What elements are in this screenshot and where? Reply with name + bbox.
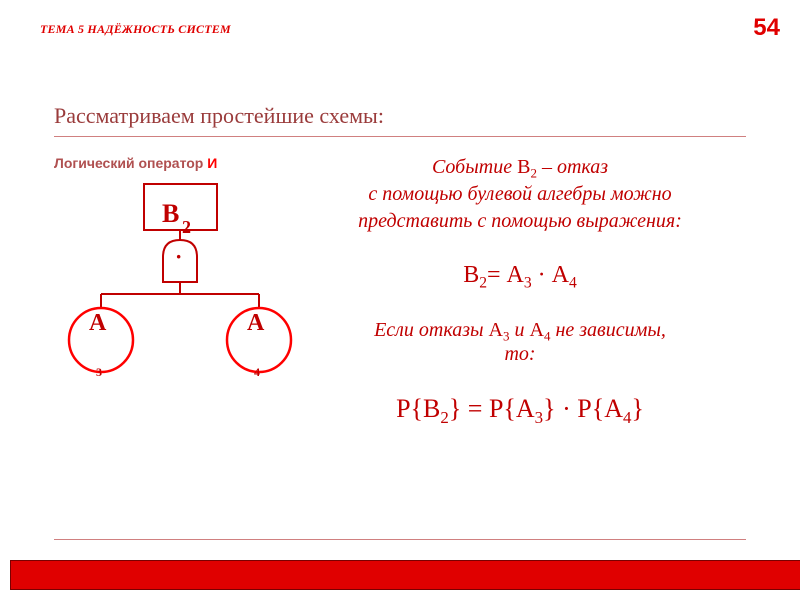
formula1-index-b: 4 xyxy=(569,274,577,292)
condition-line-1 xyxy=(290,318,750,342)
condition-line-2: то: xyxy=(504,343,536,365)
input-left-index: 3 xyxy=(96,365,102,379)
fault-tree-diagram xyxy=(0,0,300,400)
gate-symbol: · xyxy=(175,244,183,269)
formula1-lhs-index: 2 xyxy=(479,274,487,292)
formula1-eq: = А xyxy=(487,262,524,288)
top-event-letter: B xyxy=(162,199,180,228)
description-suffix: – отказ xyxy=(536,156,609,178)
condition-a1-index: 3 xyxy=(503,328,510,344)
probability-formula xyxy=(290,394,750,427)
description-event: В xyxy=(517,156,531,178)
description-prefix: Событие xyxy=(431,156,518,178)
input-right-letter: А xyxy=(247,310,265,336)
input-left-letter: А xyxy=(89,310,107,336)
condition-mid: и xyxy=(509,319,530,341)
footer-divider xyxy=(54,539,746,540)
description-event-index: 2 xyxy=(530,165,537,181)
topic-header: ТЕМА 5 НАДЁЖНОСТЬ СИСТЕМ xyxy=(40,22,231,36)
input-right-index: 4 xyxy=(254,365,260,379)
page-number: 54 xyxy=(753,14,780,41)
description-line-3: представить с помощью выражения: xyxy=(358,210,682,232)
condition-a2: А xyxy=(529,319,544,341)
formula1-op: · А xyxy=(531,262,569,288)
description-line-1 xyxy=(290,154,750,181)
formula2-index-2: 3 xyxy=(534,407,544,427)
condition-a1: А xyxy=(488,319,503,341)
formula2-part-4: } xyxy=(631,394,644,423)
description-text xyxy=(290,154,750,235)
subtitle-text: Логический оператор xyxy=(54,155,208,171)
slide-title: Рассматриваем простейшие схемы: xyxy=(54,103,384,128)
formula2-part-1: Р{В xyxy=(396,394,441,423)
top-event-index: 2 xyxy=(182,217,191,237)
top-event-box xyxy=(144,184,217,230)
description-line-2: с помощью булевой алгебры можно xyxy=(368,183,672,205)
footer-bar xyxy=(10,560,800,590)
condition-a2-index: 4 xyxy=(543,328,551,344)
formula2-part-3: } · Р{А xyxy=(543,394,623,423)
formula1-index-a: 3 xyxy=(523,274,532,292)
condition-suffix: не зависимы, xyxy=(550,319,666,341)
formula1-lhs: В xyxy=(463,262,480,288)
formula2-index-3: 4 xyxy=(622,407,632,427)
formula2-index-1: 2 xyxy=(440,407,449,427)
formula2-part-2: } = Р{А xyxy=(448,394,535,423)
condition-prefix: Если отказы xyxy=(374,319,489,341)
boolean-formula xyxy=(290,262,750,292)
condition-text xyxy=(290,318,750,366)
subtitle-operator: И xyxy=(207,155,218,171)
